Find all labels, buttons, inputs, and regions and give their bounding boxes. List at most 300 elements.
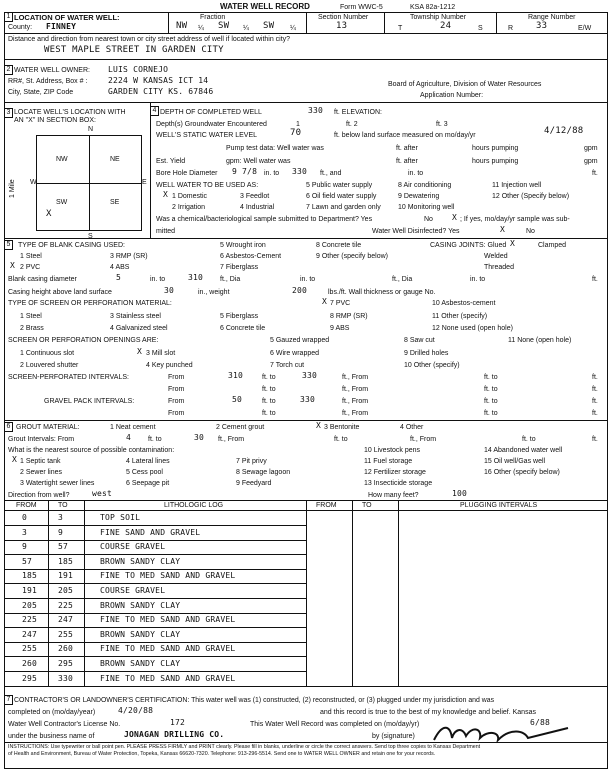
log-row-divider: [4, 525, 306, 526]
contam-mark: X: [12, 455, 18, 464]
grout-ft-from: ft., From: [218, 436, 245, 443]
casing-label: TYPE OF BLANK CASING USED:: [18, 242, 125, 249]
plug-header: PLUGGING INTERVALS: [460, 502, 538, 509]
screen-3: 3 Stainless steel: [110, 313, 161, 320]
completed-on-label: completed on (mo/day/year): [8, 709, 96, 716]
log-to-header: TO: [58, 502, 68, 509]
range-value: 33: [536, 21, 548, 31]
record-date: 6/88: [530, 718, 551, 727]
log-row-divider: [4, 613, 306, 614]
use-6: 6 Oil field water supply: [306, 193, 377, 200]
completed-on-value: 4/20/88: [118, 706, 154, 715]
log-row-description: FINE SAND AND GRAVEL: [100, 528, 201, 537]
log-row-divider: [4, 627, 306, 628]
range-r: R: [508, 25, 514, 32]
casing-9: 9 Other (specify below): [316, 253, 388, 260]
grout-ft-to-2: ft. to: [334, 436, 348, 443]
log-row-to: 185: [58, 557, 74, 566]
log-row-description: FINE TO MED SAND AND GRAVEL: [100, 615, 236, 624]
range-ew: E/W: [578, 25, 592, 32]
chem-tail: ; If yes, mo/day/yr sample was sub-: [460, 216, 570, 223]
locate-n: N: [88, 126, 94, 133]
log-row-description: BROWN SANDY CLAY: [100, 659, 181, 668]
log-row-to: 330: [58, 674, 74, 683]
quadrant-nw: NW: [56, 156, 68, 163]
business-label: under the business name of: [8, 733, 95, 740]
business-name: JONAGAN DRILLING CO.: [124, 730, 225, 739]
opening-11: 11 None (open hole): [508, 337, 572, 344]
use-11: 11 Injection well: [492, 182, 542, 189]
plug-from-header: FROM: [316, 502, 337, 509]
mitted: mitted: [156, 228, 176, 235]
grout-3: 3 Bentonite: [324, 424, 360, 431]
divider: [306, 12, 307, 33]
distance-value: WEST MAPLE STREET IN GARDEN CITY: [44, 45, 224, 55]
int-from-value: 310: [228, 371, 244, 380]
log-row-to: 191: [58, 571, 74, 580]
casing-5: 5 Wrought iron: [220, 242, 266, 249]
log-row-description: COURSE GRAVEL: [100, 542, 166, 551]
static-label: WELL'S STATIC WATER LEVEL: [156, 132, 258, 139]
diameter-dia-2: ft., Dia: [392, 276, 413, 283]
divider: [168, 12, 169, 33]
int-ft-to-2: ft. to: [484, 374, 498, 381]
contam-2: 2 Sewer lines: [20, 469, 63, 476]
bore-to: 330: [292, 167, 308, 176]
township-value: 24: [440, 21, 452, 31]
log-row-from: 185: [22, 571, 38, 580]
contam-5: 5 Cess pool: [126, 469, 163, 476]
disinfected-label: Water Well Disinfected? Yes: [372, 228, 460, 235]
grout-to: 30: [194, 433, 205, 442]
gw-1: 1: [296, 121, 300, 128]
int-ft-from: ft., From: [342, 374, 369, 381]
bore-value: 9 7/8: [232, 167, 258, 176]
elevation-label: ft. ELEVATION:: [334, 109, 382, 116]
grout-intervals-label: Grout Intervals: From: [8, 436, 75, 443]
rule: [4, 686, 608, 687]
gravel-ft-from-2: ft., From: [342, 410, 369, 417]
locate-label-2: AN "X" IN SECTION BOX:: [14, 117, 96, 124]
static-suffix: ft. below land surface measured on mo/day/yr: [334, 132, 476, 139]
locate-w: W: [30, 179, 37, 186]
pump-after: ft. after: [396, 145, 418, 152]
township-label: Township Number: [410, 14, 467, 21]
log-row-divider: [4, 569, 306, 570]
pump-hours: hours pumping: [472, 145, 519, 152]
divider: [306, 500, 307, 686]
opening-4: 4 Key punched: [146, 362, 193, 369]
log-row-description: BROWN SANDY CLAY: [100, 557, 181, 566]
plug-to-header: TO: [362, 502, 372, 509]
screen-9: 9 ABS: [330, 325, 350, 332]
license-label: Water Well Contractor's License No.: [8, 721, 121, 728]
contam-11: 11 Fuel storage: [364, 458, 413, 465]
screen-mark: X: [322, 297, 328, 306]
use-3: 3 Feedlot: [240, 193, 270, 200]
contam-9: 9 Feedyard: [236, 480, 272, 487]
screen-10: 10 Asbestos-cement: [432, 300, 496, 307]
joints-label: CASING JOINTS: Glued: [430, 242, 507, 249]
record-label: This Water Well Record was completed on (mo/day/yr): [250, 721, 420, 728]
contam-12: 12 Fertilizer storage: [364, 469, 426, 476]
use-7: 7 Lawn and garden only: [306, 204, 381, 211]
disinfected-no: No: [526, 228, 535, 235]
log-row-from: 225: [22, 615, 38, 624]
form-number: Form WWC-5: [340, 4, 383, 11]
weight-value: 200: [292, 286, 308, 295]
section-number-2: 2: [4, 65, 13, 75]
contam-3: 3 Watertight sewer lines: [20, 480, 95, 487]
divider: [84, 500, 85, 686]
contam-1: 1 Septic tank: [20, 458, 61, 465]
yield-hours: hours pumping: [472, 158, 519, 165]
diameter-in-to-3: in. to: [470, 276, 486, 283]
owner-address: 2224 W KANSAS ICT 14: [108, 76, 209, 85]
log-row-description: FINE TO MED SAND AND GRAVEL: [100, 674, 236, 683]
contam-8: 8 Sewage lagoon: [236, 469, 291, 476]
grout-ft-to-3: ft. to: [522, 436, 536, 443]
log-row-divider: [4, 540, 306, 541]
section-number-7: 7: [4, 695, 13, 705]
gravel-ft-from: ft., From: [342, 398, 369, 405]
form-title: WATER WELL RECORD: [220, 2, 310, 11]
screen-11: 11 Other (specify): [432, 313, 488, 320]
gravel-from-2: From: [168, 410, 185, 417]
log-row-from: 3: [22, 528, 28, 537]
contam-13: 13 Insecticide storage: [364, 480, 433, 487]
pump-gpm: gpm: [584, 145, 598, 152]
contam-7: 7 Pit privy: [236, 458, 267, 465]
joints-threaded: Threaded: [484, 264, 514, 271]
casing-3: 3 RMP (SR): [110, 253, 148, 260]
quarter-1: ¼: [198, 25, 204, 32]
log-row-to: 9: [58, 528, 64, 537]
contam-14: 14 Abandoned water well: [484, 447, 563, 454]
log-row-from: 205: [22, 601, 38, 610]
log-row-divider: [4, 656, 306, 657]
int-ft-to-4: ft. to: [484, 386, 498, 393]
gravel-ft-2: ft.: [592, 410, 598, 417]
locate-mile: 1 Mile: [9, 179, 16, 198]
rule: [4, 742, 608, 743]
pump-label: Pump test data: Well water was: [226, 145, 324, 152]
contam-4: 4 Lateral lines: [126, 458, 170, 465]
use-9: 9 Dewatering: [398, 193, 440, 200]
log-row-divider: [4, 598, 306, 599]
log-row-from: 260: [22, 659, 38, 668]
signature-label: by (signature): [372, 733, 415, 740]
casing-4: 4 ABS: [110, 264, 130, 271]
grout-ft-from-2: ft., From: [410, 436, 437, 443]
opening-7: 7 Torch cut: [270, 362, 305, 369]
grout-mark: X: [316, 421, 322, 430]
divider: [496, 12, 497, 33]
screen-5: 5 Fiberglass: [220, 313, 259, 320]
screen-2: 2 Brass: [20, 325, 44, 332]
use-4: 4 Industrial: [240, 204, 275, 211]
distance-label: Distance and direction from nearest town or city street address of well if located within city?: [8, 36, 291, 43]
groundwater-label: Depth(s) Groundwater Encountered: [156, 121, 267, 128]
fraction-2: SW: [218, 21, 230, 31]
county-label: County:: [8, 24, 33, 31]
completed-value: 330: [308, 106, 324, 115]
log-row-description: FINE TO MED SAND AND GRAVEL: [100, 644, 236, 653]
location-label: LOCATION OF WATER WELL:: [14, 13, 120, 22]
section-value: 13: [336, 21, 348, 31]
gravel-ft-to-3: ft. to: [262, 410, 276, 417]
log-row-divider: [4, 642, 306, 643]
grout-from: 4: [126, 433, 132, 442]
disinfected-mark: X: [500, 225, 506, 234]
fraction-label: Fraction: [200, 14, 226, 21]
diameter-to: 310: [188, 273, 204, 282]
contam-10: 10 Livestock pens: [364, 447, 421, 454]
divider: [150, 102, 151, 238]
log-row-to: 205: [58, 586, 74, 595]
joints-clamped: Clamped: [538, 242, 567, 249]
screen-6: 6 Concrete tile: [220, 325, 266, 332]
contam-16: 16 Other (specify below): [484, 469, 560, 476]
log-row-description: TOP SOIL: [100, 513, 141, 522]
instructions-line-1: INSTRUCTIONS: Use typewriter or ball point pen. PLEASE PRESS FIRMLY and PRINT clearly. Please fill in blanks, underline or circle the correct answers. Send top three copies to Kansas Department: [8, 744, 481, 750]
int-ft-to-3: ft. to: [262, 386, 276, 393]
section-number-4: 4: [150, 106, 159, 116]
casing-6: 6 Asbestos-Cement: [220, 253, 282, 260]
casing-mark: X: [10, 261, 16, 270]
feet-label: How many feet?: [368, 492, 419, 499]
direction-label: Direction from well?: [8, 492, 70, 499]
direction-value: west: [92, 489, 113, 498]
log-row-divider: [4, 583, 306, 584]
log-row-from: 255: [22, 644, 38, 653]
use-mark: X: [163, 190, 169, 199]
joints-welded: Welded: [484, 253, 508, 260]
log-row-from: 295: [22, 674, 38, 683]
divider: [398, 500, 399, 686]
int-ft-from-2: ft., From: [342, 386, 369, 393]
divider: [48, 500, 49, 686]
divider: [352, 500, 353, 686]
grout-ft-to: ft. to: [148, 436, 162, 443]
board-label: Board of Agriculture, Division of Water Resources: [388, 81, 542, 88]
log-row-divider: [4, 554, 306, 555]
log-row-to: 57: [58, 542, 69, 551]
diameter-in-to-2: in. to: [300, 276, 316, 283]
openings-label: SCREEN OR PERFORATION OPENINGS ARE:: [8, 337, 159, 344]
screen-1: 1 Steel: [20, 313, 42, 320]
owner-address-label: RR#, St. Address, Box # :: [8, 78, 88, 85]
log-row-to: 255: [58, 630, 74, 639]
quarter-2: ¼: [243, 25, 249, 32]
chem-no: No: [424, 216, 433, 223]
yield-gpm: gpm: [584, 158, 598, 165]
gw-2: ft. 2: [346, 121, 358, 128]
section-number-6: 6: [4, 422, 13, 432]
diameter-label: Blank casing diameter: [8, 276, 77, 283]
log-row-from: 57: [22, 557, 33, 566]
int-from: From: [168, 374, 185, 381]
section-number-1: 1: [4, 12, 13, 22]
log-row-description: BROWN SANDY CLAY: [100, 630, 181, 639]
static-value: 70: [290, 128, 302, 138]
int-from-2: From: [168, 386, 185, 393]
opening-3: 3 Mill slot: [146, 350, 176, 357]
opening-5: 5 Gauzed wrapped: [270, 337, 330, 344]
rule: [4, 238, 608, 239]
bore-ft: ft., and: [320, 170, 342, 177]
yield-well: gpm: Well water was: [226, 158, 291, 165]
rule: [4, 420, 608, 421]
log-row-to: 225: [58, 601, 74, 610]
rule: [4, 59, 608, 60]
use-5: 5 Public water supply: [306, 182, 373, 189]
screen-label: TYPE OF SCREEN OR PERFORATION MATERIAL:: [8, 300, 172, 307]
county-value: FINNEY: [46, 22, 77, 31]
gravel-ft-to-4: ft. to: [484, 410, 498, 417]
log-row-description: FINE TO MED SAND AND GRAVEL: [100, 571, 236, 580]
log-row-from: 191: [22, 586, 38, 595]
gravel-from-value: 50: [232, 395, 243, 404]
township-t: T: [398, 25, 403, 32]
wall-label: lbs./ft. Wall thickness or gauge No.: [328, 289, 436, 296]
grout-2: 2 Cement grout: [216, 424, 265, 431]
opening-2: 2 Louvered shutter: [20, 362, 79, 369]
log-row-to: 295: [58, 659, 74, 668]
fraction-3: SW: [263, 21, 275, 31]
township-s: S: [478, 25, 483, 32]
weight-label: in., weight: [198, 289, 230, 296]
gravel-label: GRAVEL PACK INTERVALS:: [44, 398, 135, 405]
casing-2: 2 PVC: [20, 264, 41, 271]
gravel-from: From: [168, 398, 185, 405]
section-label: Section Number: [318, 14, 369, 21]
quarter-3: ¼: [290, 25, 296, 32]
int-ft: ft.: [592, 374, 598, 381]
yield-label: Est. Yield: [156, 158, 186, 165]
screen-8: 8 RMP (SR): [330, 313, 368, 320]
casing-7: 7 Fiberglass: [220, 264, 259, 271]
quadrant-sw: SW: [56, 199, 68, 206]
casing-8: 8 Concrete tile: [316, 242, 362, 249]
application-label: Application Number:: [420, 92, 484, 99]
opening-9: 9 Drilled holes: [404, 350, 449, 357]
bore-in-to-2: in. to: [408, 170, 424, 177]
section-number-5: 5: [4, 240, 13, 250]
log-row-from: 247: [22, 630, 38, 639]
log-from-header: FROM: [16, 502, 37, 509]
use-12: 12 Other (Specify below): [492, 193, 570, 200]
gravel-ft-to-2: ft. to: [484, 398, 498, 405]
quadrant-se: SE: [110, 199, 120, 206]
casing-1: 1 Steel: [20, 253, 42, 260]
screen-12: 12 None used (open hole): [432, 325, 513, 332]
height-label: Casing height above land surface: [8, 289, 112, 296]
joints-mark: X: [510, 239, 516, 248]
completed-label: DEPTH OF COMPLETED WELL: [160, 109, 262, 116]
screen-4: 4 Galvanized steel: [110, 325, 168, 332]
grout-4: 4 Other: [400, 424, 424, 431]
contam-6: 6 Seepage pit: [126, 480, 170, 487]
gravel-ft-to: ft. to: [262, 398, 276, 405]
locate-s: S: [88, 233, 93, 240]
screen-7: 7 PVC: [330, 300, 351, 307]
gw-3: ft. 3: [436, 121, 448, 128]
grout-1: 1 Neat cement: [110, 424, 156, 431]
city-value: GARDEN CITY KS. 67846: [108, 87, 214, 96]
use-label: WELL WATER TO BE USED AS:: [156, 182, 259, 189]
opening-6: 6 Wire wrapped: [270, 350, 320, 357]
int-ft-2: ft.: [592, 386, 598, 393]
chem-mark: X: [452, 213, 458, 222]
contamination-label: What is the nearest source of possible contamination:: [8, 447, 175, 454]
log-row-to: 247: [58, 615, 74, 624]
city-label: City, State, ZIP Code: [8, 89, 74, 96]
opening-8: 8 Saw cut: [404, 337, 435, 344]
log-row-from: 0: [22, 513, 28, 522]
range-label: Range Number: [528, 14, 576, 21]
diameter-value: 5: [116, 273, 122, 282]
feet-value: 100: [452, 489, 468, 498]
bore-in-to: in. to: [264, 170, 280, 177]
rule: [36, 183, 142, 184]
completed-tail: and this record is true to the best of my knowledge and belief. Kansas: [320, 709, 536, 716]
instructions-line-2: of Health and Environment, Bureau of Water Protection, Topeka, Kansas 66620-7320. Telephone: 913-296-5514. Send one to WATER WELL OWNER and retain one for your records.: [8, 751, 436, 757]
log-row-to: 260: [58, 644, 74, 653]
intervals-label: SCREEN-PERFORATED INTERVALS:: [8, 374, 129, 381]
opening-mark: X: [137, 347, 143, 356]
int-to-value: 330: [302, 371, 318, 380]
yield-after: ft. after: [396, 158, 418, 165]
owner-name: LUIS CORNEJO: [108, 65, 169, 74]
rule: [4, 33, 608, 34]
section-number-3: 3: [4, 108, 13, 118]
diameter-dia: ft., Dia: [220, 276, 241, 283]
owner-label: WATER WELL OWNER:: [14, 67, 90, 74]
grout-ft: ft.: [592, 436, 598, 443]
static-date: 4/12/88: [544, 126, 584, 136]
fraction-1: NW: [176, 21, 188, 31]
gravel-to-value: 330: [300, 395, 316, 404]
locate-e: E: [142, 179, 147, 186]
log-header: LITHOLOGIC LOG: [164, 502, 224, 509]
rule: [4, 102, 608, 103]
log-row-from: 9: [22, 542, 28, 551]
license-value: 172: [170, 718, 186, 727]
opening-10: 10 Other (specify): [404, 362, 460, 369]
gravel-ft: ft.: [592, 398, 598, 405]
log-row-description: BROWN SANDY CLAY: [100, 601, 181, 610]
grout-label: GROUT MATERIAL:: [16, 424, 80, 431]
location-mark: X: [46, 209, 52, 219]
certification-line: CONTRACTOR'S OR LANDOWNER'S CERTIFICATION: This water well was (1) constructed, (2) reconstructed, or (3) plugged under my jurisdiction and was: [14, 697, 495, 704]
height-value: 30: [164, 286, 175, 295]
locate-label: LOCATE WELL'S LOCATION WITH: [14, 109, 126, 116]
opening-1: 1 Continuous slot: [20, 350, 75, 357]
diameter-ft: ft.: [592, 276, 598, 283]
use-1: 1 Domestic: [172, 193, 208, 200]
use-10: 10 Monitoring well: [398, 204, 455, 211]
use-2: 2 Irrigation: [172, 204, 206, 211]
quadrant-ne: NE: [110, 156, 120, 163]
log-row-to: 3: [58, 513, 64, 522]
divider: [384, 12, 385, 33]
chem-label: Was a chemical/bacteriological sample submitted to Department? Yes: [156, 216, 373, 223]
ksa-number: KSA 82a-1212: [410, 4, 456, 11]
log-row-description: COURSE GRAVEL: [100, 586, 166, 595]
diameter-in-to: in. to: [150, 276, 166, 283]
bore-label: Bore Hole Diameter: [156, 170, 218, 177]
